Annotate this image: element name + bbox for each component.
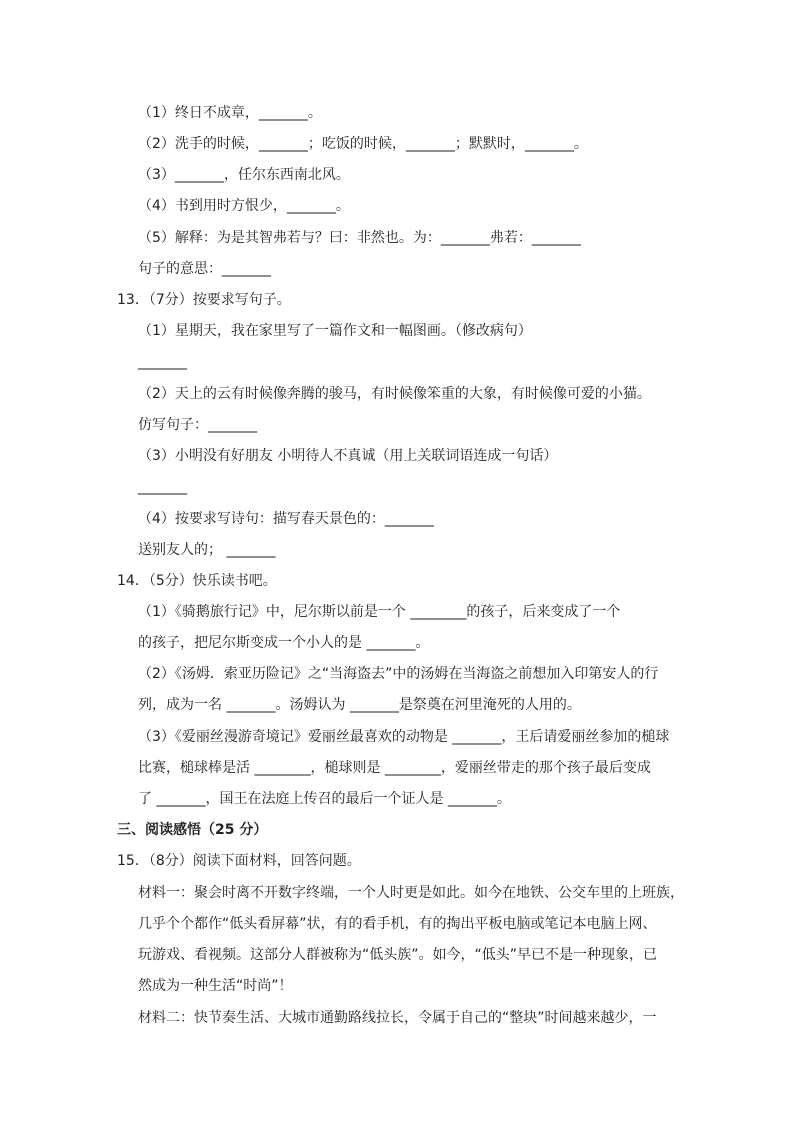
- material-1-line-2: 几乎个个都作“低头看屏幕”状，有的看手机，有的掏出平板电脑或笔记本电脑上网、: [138, 916, 657, 932]
- q14-item-3-line-2: 比赛，槌球棒是活 ________，槌球则是 ________，爱丽丝带走的那个孩子最后变成: [138, 760, 651, 776]
- q13-item-4: （4）按要求写诗句：描写春天景色的：_______: [138, 511, 434, 527]
- q14-item-2-line-2: 列，成为一名 _______。汤姆认为 _______是祭奠在河里淹死的人用的。: [138, 697, 581, 713]
- q14-heading: 14．（5分）快乐读书吧。: [117, 573, 277, 589]
- q13-heading: 13．（7分）按要求写句子。: [117, 292, 291, 308]
- material-1-line-3: 玩游戏、看视频。这部分人群被称为“低头族”。如今，“低头”早已不是一种现象，已: [138, 947, 658, 963]
- q14-item-1-line-2: 的孩子，把尼尔斯变成一个小人的是 _______。: [138, 635, 430, 651]
- q13-item-4-farewell: 送别友人的； _______: [138, 542, 276, 558]
- q13-item-2: （2）天上的云有时候像奔腾的骏马，有时候像笨重的大象，有时候像可爱的小猫。: [138, 386, 651, 402]
- material-2-line-1: 材料二：快节奏生活、大城市通勤路线拉长，令属于自己的“整块”时间越来越少，一: [138, 1010, 657, 1026]
- q14-item-1-line-1: （1）《骑鹅旅行记》中，尼尔斯以前是一个 ________的孩子，后来变成了一个: [138, 604, 621, 620]
- q14-item-3-line-1: （3）《爱丽丝漫游奇境记》爱丽丝最喜欢的动物是 _______，王后请爱丽丝参加的槌球: [138, 729, 670, 745]
- q14-item-2-line-1: （2）《汤姆．索亚历险记》之“当海盗去”中的汤姆在当海盗之前想加入印第安人的行: [138, 666, 659, 682]
- material-1-line-4: 然成为一种生活“时尚”！: [138, 978, 293, 994]
- section-3-heading: 三、阅读感悟（25 分）: [117, 822, 268, 838]
- q14-item-3-line-3: 了 _______，国王在法庭上传召的最后一个证人是 _______。: [138, 791, 511, 807]
- material-1-line-1: 材料一：聚会时离不开数字终端，一个人时更是如此。如今在地铁、公交车里的上班族，: [138, 885, 684, 901]
- q13-item-3: （3）小明没有好朋友 小明待人不真诚（用上关联词语连成一句话）: [138, 448, 558, 464]
- q13-item-3-blank: _______: [138, 479, 187, 495]
- q13-item-2-answer: 仿写句子：_______: [138, 417, 257, 433]
- q13-item-1: （1）星期天，我在家里写了一篇作文和一幅图画。（修改病句）: [138, 323, 532, 339]
- q13-item-1-blank: _______: [138, 354, 187, 370]
- q15-heading: 15．（8分）阅读下面材料，回答问题。: [117, 853, 361, 869]
- q12-item-5: （5）解释：为是其智弗若与？曰：非然也。为：_______弗若：_______: [138, 230, 581, 246]
- q12-item-5-meaning: 句子的意思：_______: [138, 261, 271, 277]
- q12-item-2: （2）洗手的时候，_______；吃饭的时候，_______；默默时，_______。: [138, 136, 588, 152]
- q12-item-4: （4）书到用时方恨少，_______。: [138, 198, 350, 214]
- q12-item-1: （1）终日不成章，_______。: [138, 105, 322, 121]
- q12-item-3: （3）_______，任尔东西南北风。: [138, 167, 350, 183]
